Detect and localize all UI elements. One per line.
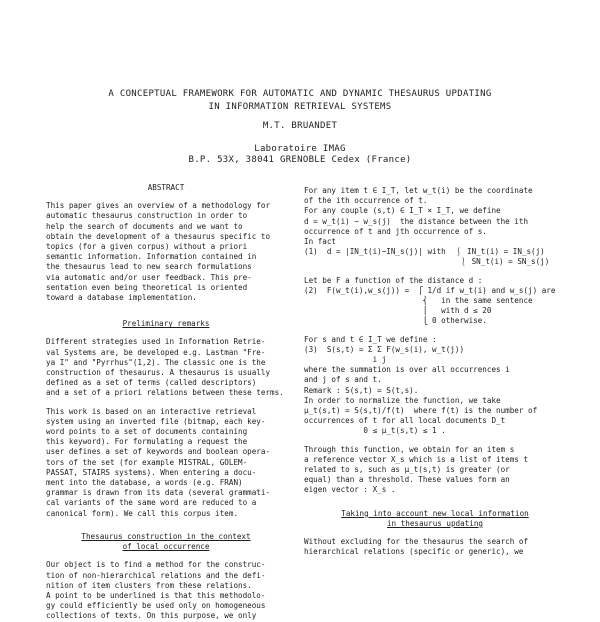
prelim-line: canonical form). We call this corpus item. bbox=[46, 508, 239, 518]
math-line: where the summation is over all occurrences i bbox=[304, 365, 510, 375]
prelim-line: and a set of a priori relations between these terms. bbox=[46, 388, 284, 398]
abstract-line: toward a database implementation. bbox=[46, 293, 197, 303]
thesaurus-heading-line-2: of local occurrence bbox=[122, 542, 210, 552]
abstract-heading: ABSTRACT bbox=[147, 183, 185, 192]
abstract-line: topics (for a given corpus) without a priori bbox=[46, 242, 248, 252]
prelim-line: word points to a set of documents containing bbox=[46, 427, 248, 437]
math-line: eigen vector : X_s . bbox=[304, 485, 396, 495]
local-info-heading-line-2: in thesaurus updating bbox=[386, 518, 483, 528]
prelim-line: This work is based on an interactive retrieval bbox=[46, 406, 257, 416]
math-line: of the ith occurrence of t. bbox=[304, 196, 428, 206]
thesaurus-heading-line-1: Thesaurus construction in the context bbox=[81, 531, 251, 541]
math-line: For any item t ∈ I_T, let w_t(i) be the coordinate bbox=[304, 186, 533, 195]
equation-3: (3) S(s,t) = Σ Σ F(w_s(i), w_t(j)) bbox=[304, 344, 465, 354]
math-line: and j of s and t. bbox=[304, 375, 382, 385]
equation-1-cont: ⎱ SN_t(i) = SN_s(j) bbox=[304, 257, 550, 267]
equation-2-cont: ⎪ with d ≤ 20 bbox=[304, 306, 492, 316]
prelim-heading: Preliminary remarks bbox=[122, 319, 210, 329]
abstract-line: sentation even being theoretical is oriented bbox=[46, 282, 248, 292]
author-name: M.T. BRUANDET bbox=[262, 121, 338, 131]
reference-vector-block bbox=[304, 445, 566, 496]
prelim-line: ment into the database, a words (e.g. FRAN) bbox=[46, 478, 243, 488]
local-info-paragraph bbox=[304, 537, 566, 557]
math-line: In order to normalize the function, we take bbox=[304, 395, 501, 405]
thesaurus-line: A point to be underlined is that this methodolo- bbox=[46, 590, 266, 600]
prelim-line: system using an inverted file (bitmap, each key- bbox=[46, 416, 266, 426]
abstract-line: help the search of documents and we want to bbox=[46, 221, 243, 231]
thesaurus-line: collections of texts. On this purpose, we only bbox=[46, 611, 257, 621]
equation-2-cont: ⎨ in the same sentence bbox=[304, 296, 533, 306]
abstract-line: automatic thesaurus construction in order to bbox=[46, 211, 248, 221]
definitions-block bbox=[304, 186, 566, 268]
prelim-line: val Systems are, be developed e.g. Lastman "Fre- bbox=[46, 347, 266, 357]
abstract-line: via automatic and/or user feedback. This pre- bbox=[46, 272, 252, 282]
math-line: a reference vector X_s which is a list of items t bbox=[304, 454, 529, 464]
prelim-line: user defines a set of keywords and boolean opera- bbox=[46, 447, 271, 457]
math-line: For s and t ∈ I_T we define : bbox=[304, 334, 437, 344]
prelim-paragraph-1 bbox=[46, 337, 286, 398]
equation-1: (1) d = |IN_t(i)−IN_s(j)| with ⎰ IN_t(i) = IN_s(j) bbox=[304, 247, 545, 257]
prelim-line: construction of thesaurus. A thesaurus is usually bbox=[46, 368, 271, 378]
abstract-text bbox=[46, 201, 286, 303]
prelim-line: cal variants of the same word are reduced to a bbox=[46, 498, 257, 508]
prelim-paragraph-2 bbox=[46, 407, 286, 519]
left-column bbox=[46, 183, 286, 622]
thesaurus-line: gy could efficiently be used only on homogeneous bbox=[46, 601, 266, 611]
math-line: 0 ≤ μ_t(s,t) ≤ 1 . bbox=[304, 426, 446, 436]
prelim-line: ya I" and "Pyrrhus"(1,2). The classic one is the bbox=[46, 357, 266, 367]
equation-3-sub: i j bbox=[304, 355, 387, 365]
math-line: occurrence of t and jth occurrence of s. bbox=[304, 226, 487, 236]
prelim-line: PASSAT, STAIRS systems). When entering a docu- bbox=[46, 467, 257, 477]
thesaurus-line: tion of non-hierarchical relations and the defi- bbox=[46, 570, 266, 580]
math-line: occurrences of t for all local documents D_t bbox=[304, 416, 506, 426]
prelim-line: tors of the set (for example MISTRAL, GOLEM- bbox=[46, 457, 248, 467]
abstract-line: the thesaurus lead to new search formulations bbox=[46, 262, 252, 272]
prelim-line: defined as a set of terms (called descriptors) bbox=[46, 378, 257, 388]
math-line: Let be F a function of the distance d : bbox=[304, 275, 483, 285]
math-line: d = w_t(i) − w_s(j) the distance between the ith bbox=[304, 216, 529, 226]
body-line: hierarchical relations (specific or generic), we bbox=[304, 547, 524, 557]
math-line: equal) than a threshold. These values form an bbox=[304, 475, 510, 485]
abstract-line: semantic information. Information contained in bbox=[46, 252, 257, 262]
function-block bbox=[304, 276, 566, 327]
thesaurus-line: nition of item clusters from these relations. bbox=[46, 580, 252, 590]
prelim-line: Different strategies used in Information Retrie- bbox=[46, 337, 266, 347]
body-line: Without excluding for the thesaurus the search of bbox=[304, 537, 529, 547]
paper-title-line-2: IN INFORMATION RETRIEVAL SYSTEMS bbox=[208, 102, 392, 112]
remark-line: Remark : S(s,t) = S(t,s). bbox=[304, 385, 419, 395]
prelim-line: this keyword). For formulating a request the bbox=[46, 437, 248, 447]
thesaurus-paragraph bbox=[46, 560, 286, 621]
math-line: μ_t(s,t) = S(s,t)/f(t) where f(t) is the number of bbox=[304, 406, 538, 416]
math-line: For any couple (s,t) ∈ I_T × I_T, we define bbox=[304, 206, 501, 216]
abstract-line: obtain the development of a thesaurus specific to bbox=[46, 231, 271, 241]
right-column bbox=[304, 186, 566, 558]
affiliation-lab: Laboratoire IMAG bbox=[254, 144, 346, 154]
paper-title-line-1: A CONCEPTUAL FRAMEWORK FOR AUTOMATIC AND DYNAMIC THESAURUS UPDATING bbox=[108, 89, 492, 99]
abstract-line: This paper gives an overview of a methodology for bbox=[46, 201, 271, 211]
equation-2-cont: ⎩ 0 otherwise. bbox=[304, 316, 487, 326]
math-line: Through this function, we obtain for an item s bbox=[304, 444, 515, 454]
thesaurus-line: Our object is to find a method for the construc- bbox=[46, 560, 266, 570]
math-line: In fact bbox=[304, 237, 337, 247]
equation-2: (2) F(w_t(i),w_s(j)) = ⎧ 1/d if w_t(i) and w_s(j) are bbox=[304, 285, 556, 295]
affiliation-address: B.P. 53X, 38041 GRENOBLE Cedex (France) bbox=[188, 155, 412, 165]
prelim-line: grammar is drawn from its data (several grammati- bbox=[46, 488, 271, 498]
local-info-heading-line-1: Taking into account new local information bbox=[341, 508, 529, 518]
math-line: related to s, such as μ_t(s,t) is greater (or bbox=[304, 465, 510, 475]
similarity-block bbox=[304, 335, 566, 437]
